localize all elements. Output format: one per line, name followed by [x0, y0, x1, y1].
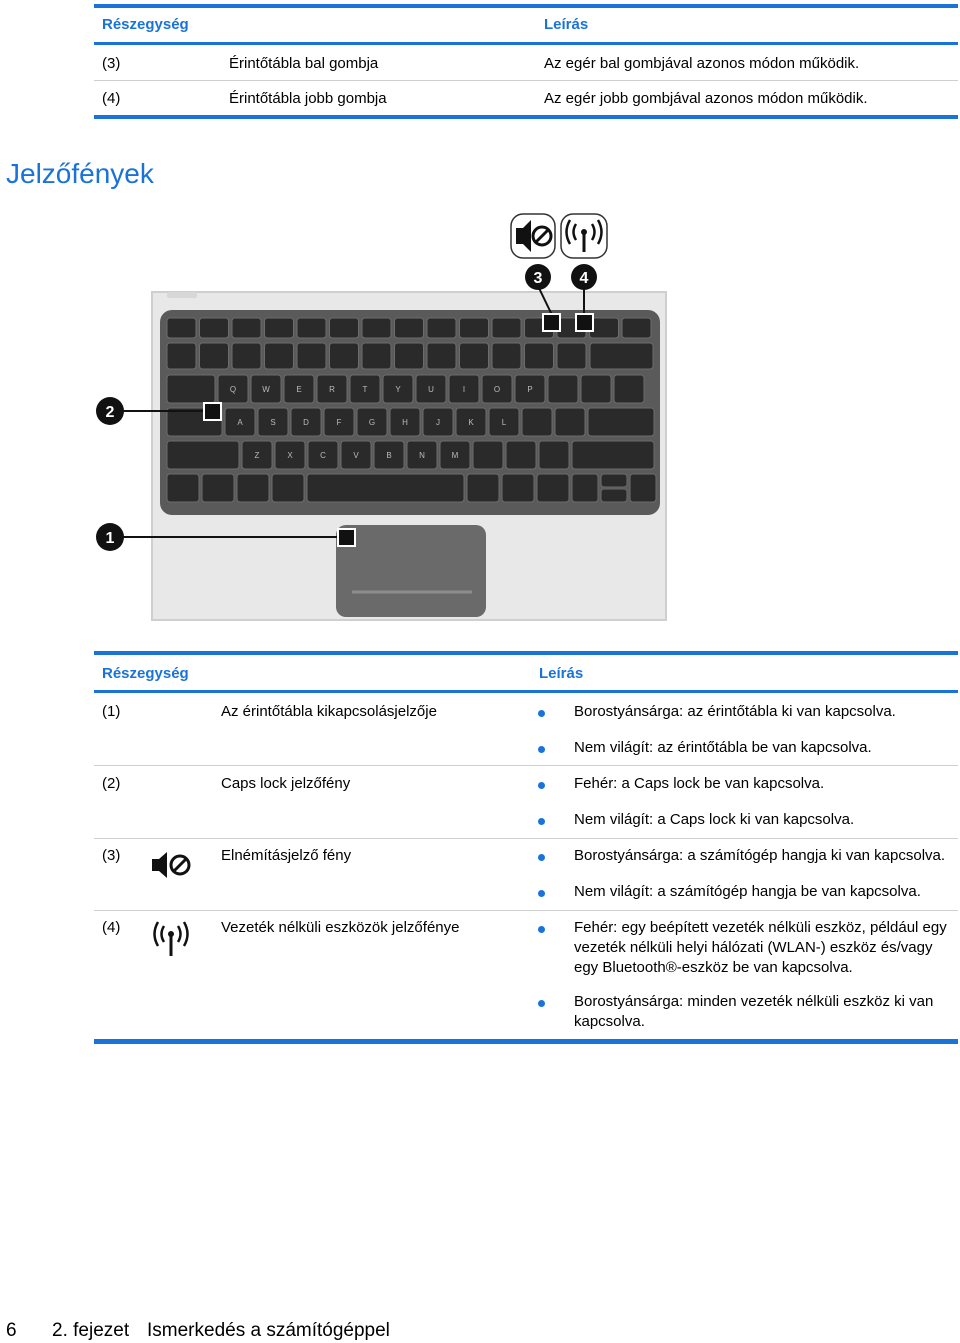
chapter-title: Ismerkedés a számítógéppel	[147, 1320, 390, 1341]
keyboard-key	[460, 343, 489, 369]
keyboard-key	[590, 343, 653, 369]
key-label: J	[436, 418, 440, 427]
part-name: Érintőtábla jobb gombja	[229, 90, 387, 107]
key-label: M	[451, 451, 459, 460]
keyboard-key	[202, 474, 234, 502]
keyboard-key	[330, 343, 359, 369]
keyboard-key	[362, 343, 391, 369]
keyboard-key	[630, 474, 656, 502]
keyboard-key	[525, 343, 554, 369]
bullet-text: Nem világít: a Caps lock ki van kapcsolva.	[574, 811, 855, 828]
keyboard-key	[572, 474, 598, 502]
keyboard-key	[237, 474, 269, 502]
keyboard-key	[622, 318, 651, 338]
bullet	[538, 854, 545, 861]
callout-label: 3	[533, 270, 543, 287]
keyboard-key	[362, 318, 391, 338]
row-divider	[94, 765, 958, 766]
key-label: P	[527, 385, 533, 394]
table2-top-rule	[94, 651, 958, 655]
key-label: K	[468, 418, 474, 427]
key-label: X	[287, 451, 293, 460]
key-label: Q	[229, 385, 237, 394]
keyboard-key	[539, 441, 569, 469]
bullet-text: Fehér: a Caps lock be van kapcsolva.	[574, 775, 825, 792]
part-name: Caps lock jelzőfény	[221, 775, 351, 792]
key-label: T	[362, 385, 368, 394]
key-label: D	[303, 418, 309, 427]
key-label: E	[296, 385, 302, 394]
row-divider	[94, 910, 958, 911]
key-label: F	[336, 418, 342, 427]
wireless-icon	[152, 920, 190, 958]
table1-header-part: Részegység	[102, 16, 189, 33]
table1-top-rule	[94, 4, 958, 8]
keyboard-key	[265, 343, 294, 369]
key-label: H	[402, 418, 408, 427]
callout-label: 4	[579, 270, 589, 287]
bullet-text: Nem világít: az érintőtábla be van kapcsolva.	[574, 739, 872, 756]
callout-label: 2	[105, 404, 115, 421]
keyboard-key	[522, 408, 552, 436]
row-number: (4)	[102, 90, 121, 107]
bullet-text: Borostyánsárga: minden vezeték nélküli eszköz ki van kapcsolva.	[574, 993, 934, 1030]
bullet	[538, 926, 545, 933]
keyboard-key	[167, 441, 239, 469]
keyboard-key	[506, 441, 536, 469]
keyboard-key	[492, 343, 521, 369]
part-description: Az egér bal gombjával azonos módon működik.	[544, 55, 860, 72]
part-name: Érintőtábla bal gombja	[229, 55, 379, 72]
bullet	[538, 782, 545, 789]
page-number: 6	[6, 1320, 17, 1341]
row-number: (2)	[102, 775, 121, 792]
keyboard-key	[200, 318, 229, 338]
keyboard-key	[601, 474, 627, 487]
key-label: U	[428, 385, 434, 394]
key-label: V	[353, 451, 359, 460]
keyboard-key	[307, 474, 464, 502]
keyboard-key	[557, 343, 586, 369]
keyboard-key	[297, 318, 326, 338]
keyboard-key	[297, 343, 326, 369]
bullet	[538, 710, 545, 717]
keyboard-key	[232, 343, 261, 369]
keyboard-key	[601, 489, 627, 502]
bullet	[538, 746, 545, 753]
keyboard-key	[167, 375, 215, 403]
section-title: Jelzőfények	[6, 158, 154, 189]
keyboard-key	[588, 408, 654, 436]
part-name: Vezeték nélküli eszközök jelzőfénye	[221, 919, 460, 936]
bullet-text: Fehér: egy beépített vezeték nélküli eszköz, például egy vezeték nélküli helyi hálózati (WLAN-) eszköz és/vagy egy Bluetooth®-eszköz be van kapcsolva.	[574, 919, 947, 976]
keyboard-key	[548, 375, 578, 403]
keyboard-key	[330, 318, 359, 338]
key-label: R	[329, 385, 335, 394]
callout-label: 1	[105, 530, 115, 547]
keyboard-key	[265, 318, 294, 338]
keyboard-key	[492, 318, 521, 338]
key-label: B	[386, 451, 392, 460]
key-label: L	[501, 418, 507, 427]
table2-header-rule	[94, 690, 958, 693]
table2-header-part: Részegység	[102, 665, 189, 682]
keyboard-key	[581, 375, 611, 403]
mute-icon	[150, 850, 192, 880]
row-number: (4)	[102, 919, 121, 936]
keyboard-key	[167, 318, 196, 338]
keyboard-key	[427, 343, 456, 369]
keyboard-key	[460, 318, 489, 338]
row-divider	[94, 838, 958, 839]
key-label: A	[237, 418, 243, 427]
keyboard-figure	[90, 205, 680, 630]
keyboard-key	[537, 474, 569, 502]
bullet-text: Nem világít: a számítógép hangja be van kapcsolva.	[574, 883, 921, 900]
keyboard-key	[232, 318, 261, 338]
key-label: W	[262, 385, 270, 394]
bullet	[538, 818, 545, 825]
keyboard-key	[200, 343, 229, 369]
key-label: I	[462, 385, 466, 394]
keyboard-key	[167, 474, 199, 502]
wireless-icon	[561, 214, 607, 258]
keyboard-key	[272, 474, 304, 502]
row-number: (3)	[102, 55, 121, 72]
keyboard-key	[167, 343, 196, 369]
key-label: S	[270, 418, 276, 427]
bullet	[538, 1000, 545, 1007]
keyboard-key	[614, 375, 644, 403]
row-number: (3)	[102, 847, 121, 864]
key-label: O	[493, 385, 501, 394]
table1-bottom-rule	[94, 115, 958, 119]
row-divider	[94, 80, 958, 81]
key-label: G	[368, 418, 376, 427]
table2-bottom-rule	[94, 1039, 958, 1044]
bullet-text: Borostyánsárga: az érintőtábla ki van kapcsolva.	[574, 703, 896, 720]
keyboard-key	[572, 441, 654, 469]
bullet	[538, 890, 545, 897]
key-label: Z	[254, 451, 260, 460]
table1-header-desc: Leírás	[544, 16, 589, 33]
keyboard-key	[427, 318, 456, 338]
part-description: Az egér jobb gombjával azonos módon működik.	[544, 90, 868, 107]
part-name: Elnémításjelző fény	[221, 847, 352, 864]
keyboard-key	[467, 474, 499, 502]
key-label: Y	[395, 385, 401, 394]
keyboard-key	[555, 408, 585, 436]
key-label: N	[419, 451, 425, 460]
key-label: C	[320, 451, 326, 460]
keyboard-key	[473, 441, 503, 469]
keyboard-key	[502, 474, 534, 502]
keyboard-key	[395, 318, 424, 338]
part-name: Az érintőtábla kikapcsolásjelzője	[221, 703, 437, 720]
table2-header-desc: Leírás	[539, 665, 584, 682]
mute-icon	[511, 214, 555, 258]
chapter-number: 2. fejezet	[52, 1320, 130, 1341]
bullet-text: Borostyánsárga: a számítógép hangja ki van kapcsolva.	[574, 847, 946, 864]
keyboard-key	[395, 343, 424, 369]
row-number: (1)	[102, 703, 121, 720]
table1-header-rule	[94, 42, 958, 45]
